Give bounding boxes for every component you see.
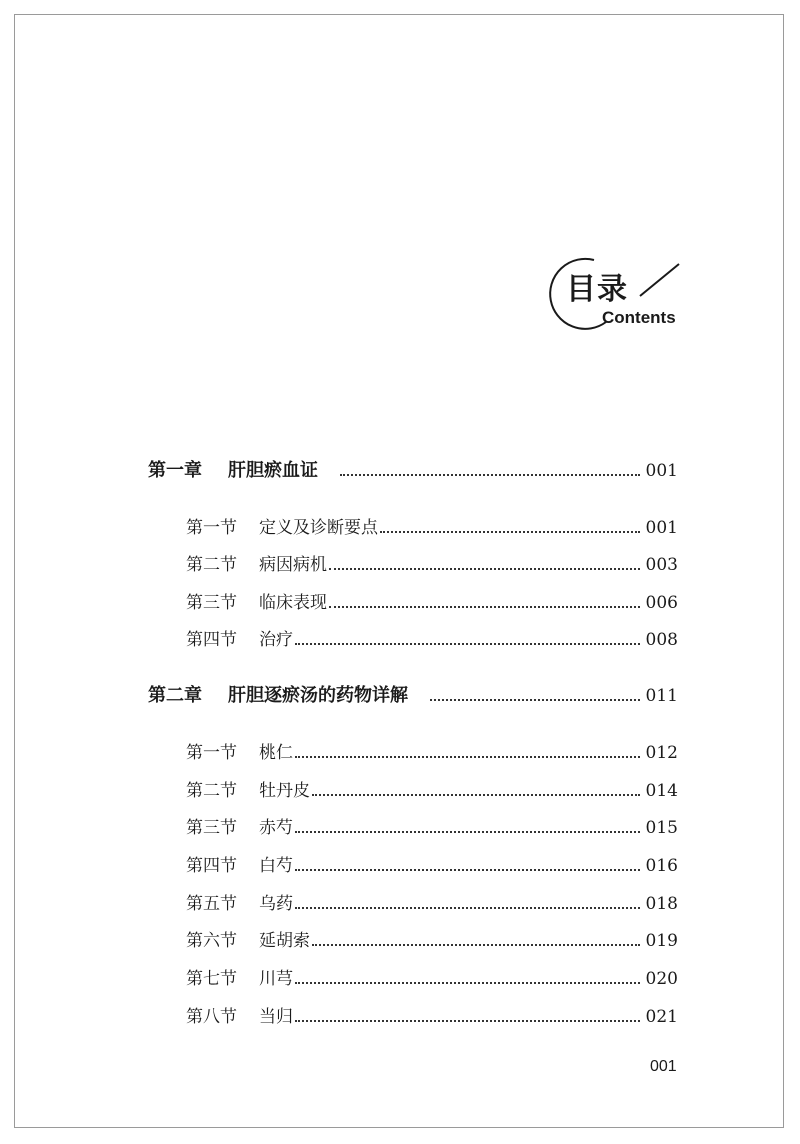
toc-entry-title: 临床表现 xyxy=(259,593,327,613)
toc-entry-title: 延胡索 xyxy=(259,931,310,951)
toc-subheading: Contents xyxy=(602,308,676,327)
toc-entry-title: 肝胆瘀血证 xyxy=(228,460,318,481)
toc-entry-page: 003 xyxy=(645,555,678,575)
toc-section-row[interactable] xyxy=(186,550,678,578)
toc-entry-number: 第五节 xyxy=(186,894,237,914)
toc-entry-number: 第七节 xyxy=(186,969,237,989)
toc-dot-leader xyxy=(295,906,640,909)
toc-dot-leader xyxy=(295,981,640,984)
toc-entry-title: 川芎 xyxy=(259,969,293,989)
toc-dot-leader xyxy=(329,605,640,608)
toc-heading: 目录 xyxy=(566,272,628,307)
toc-dot-leader xyxy=(295,755,640,758)
toc-entry-title: 桃仁 xyxy=(259,743,293,763)
toc-chapter-row[interactable] xyxy=(148,456,678,484)
toc-entry-title: 治疗 xyxy=(259,630,293,650)
toc-entry-page: 018 xyxy=(645,894,678,914)
toc-entry-number: 第四节 xyxy=(186,856,237,876)
toc-entry-number: 第一章 xyxy=(148,460,202,481)
toc-entry-title: 牡丹皮 xyxy=(259,781,310,801)
toc-section-row[interactable] xyxy=(186,1002,678,1030)
toc-entry-title: 白芍 xyxy=(259,856,293,876)
toc-entry-number: 第三节 xyxy=(186,593,237,613)
toc-section-row[interactable] xyxy=(186,926,678,954)
toc-dot-leader xyxy=(295,868,640,871)
toc-entry-number: 第八节 xyxy=(186,1007,237,1027)
toc-dot-leader xyxy=(329,567,640,570)
toc-dot-leader xyxy=(312,793,640,796)
toc-entry-title: 肝胆逐瘀汤的药物详解 xyxy=(228,685,408,706)
toc-entry-number: 第二章 xyxy=(148,685,202,706)
toc-entry-page: 014 xyxy=(645,781,678,801)
toc-entry-page: 001 xyxy=(645,518,678,538)
toc-dot-leader xyxy=(380,530,640,533)
toc-entry-title: 乌药 xyxy=(259,894,293,914)
toc-section-row[interactable] xyxy=(186,588,678,616)
toc-dot-leader xyxy=(340,473,640,476)
toc-entry-number: 第二节 xyxy=(186,781,237,801)
toc-dot-leader xyxy=(430,698,640,701)
toc-section-row[interactable] xyxy=(186,513,678,541)
toc-chapter-row[interactable] xyxy=(148,681,678,709)
toc-entry-number: 第一节 xyxy=(186,743,237,763)
contents-logo xyxy=(544,254,684,344)
toc-section-row[interactable] xyxy=(186,625,678,653)
toc-entry-number: 第四节 xyxy=(186,630,237,650)
toc-entry-page: 008 xyxy=(645,630,678,650)
toc-entry-page: 012 xyxy=(645,743,678,763)
toc-dot-leader xyxy=(295,1019,640,1022)
toc-entry-page: 021 xyxy=(645,1007,678,1027)
toc-entry-page: 015 xyxy=(645,818,678,838)
toc-entry-title: 病因病机 xyxy=(259,555,327,575)
toc-entry-page: 020 xyxy=(645,969,678,989)
toc-dot-leader xyxy=(312,943,640,946)
toc-entry-page: 006 xyxy=(645,593,678,613)
toc-section-row[interactable] xyxy=(186,813,678,841)
toc-entry-number: 第六节 xyxy=(186,931,237,951)
toc-dot-leader xyxy=(295,830,640,833)
toc-entry-page: 019 xyxy=(645,931,678,951)
toc-section-row[interactable] xyxy=(186,889,678,917)
toc-entry-title: 定义及诊断要点 xyxy=(259,518,378,538)
toc-entry-title: 当归 xyxy=(259,1007,293,1027)
toc-entry-title: 赤芍 xyxy=(259,818,293,838)
toc-entry-number: 第三节 xyxy=(186,818,237,838)
toc-entry-page: 016 xyxy=(645,856,678,876)
toc-entry-number: 第二节 xyxy=(186,555,237,575)
toc-section-row[interactable] xyxy=(186,738,678,766)
toc-section-row[interactable] xyxy=(186,776,678,804)
toc-section-row[interactable] xyxy=(186,851,678,879)
toc-entry-page: 001 xyxy=(645,461,678,481)
toc-entry-page: 011 xyxy=(645,686,678,706)
toc-dot-leader xyxy=(295,642,640,645)
toc-entry-number: 第一节 xyxy=(186,518,237,538)
toc-section-row[interactable] xyxy=(186,964,678,992)
page-number: 001 xyxy=(650,1058,677,1075)
